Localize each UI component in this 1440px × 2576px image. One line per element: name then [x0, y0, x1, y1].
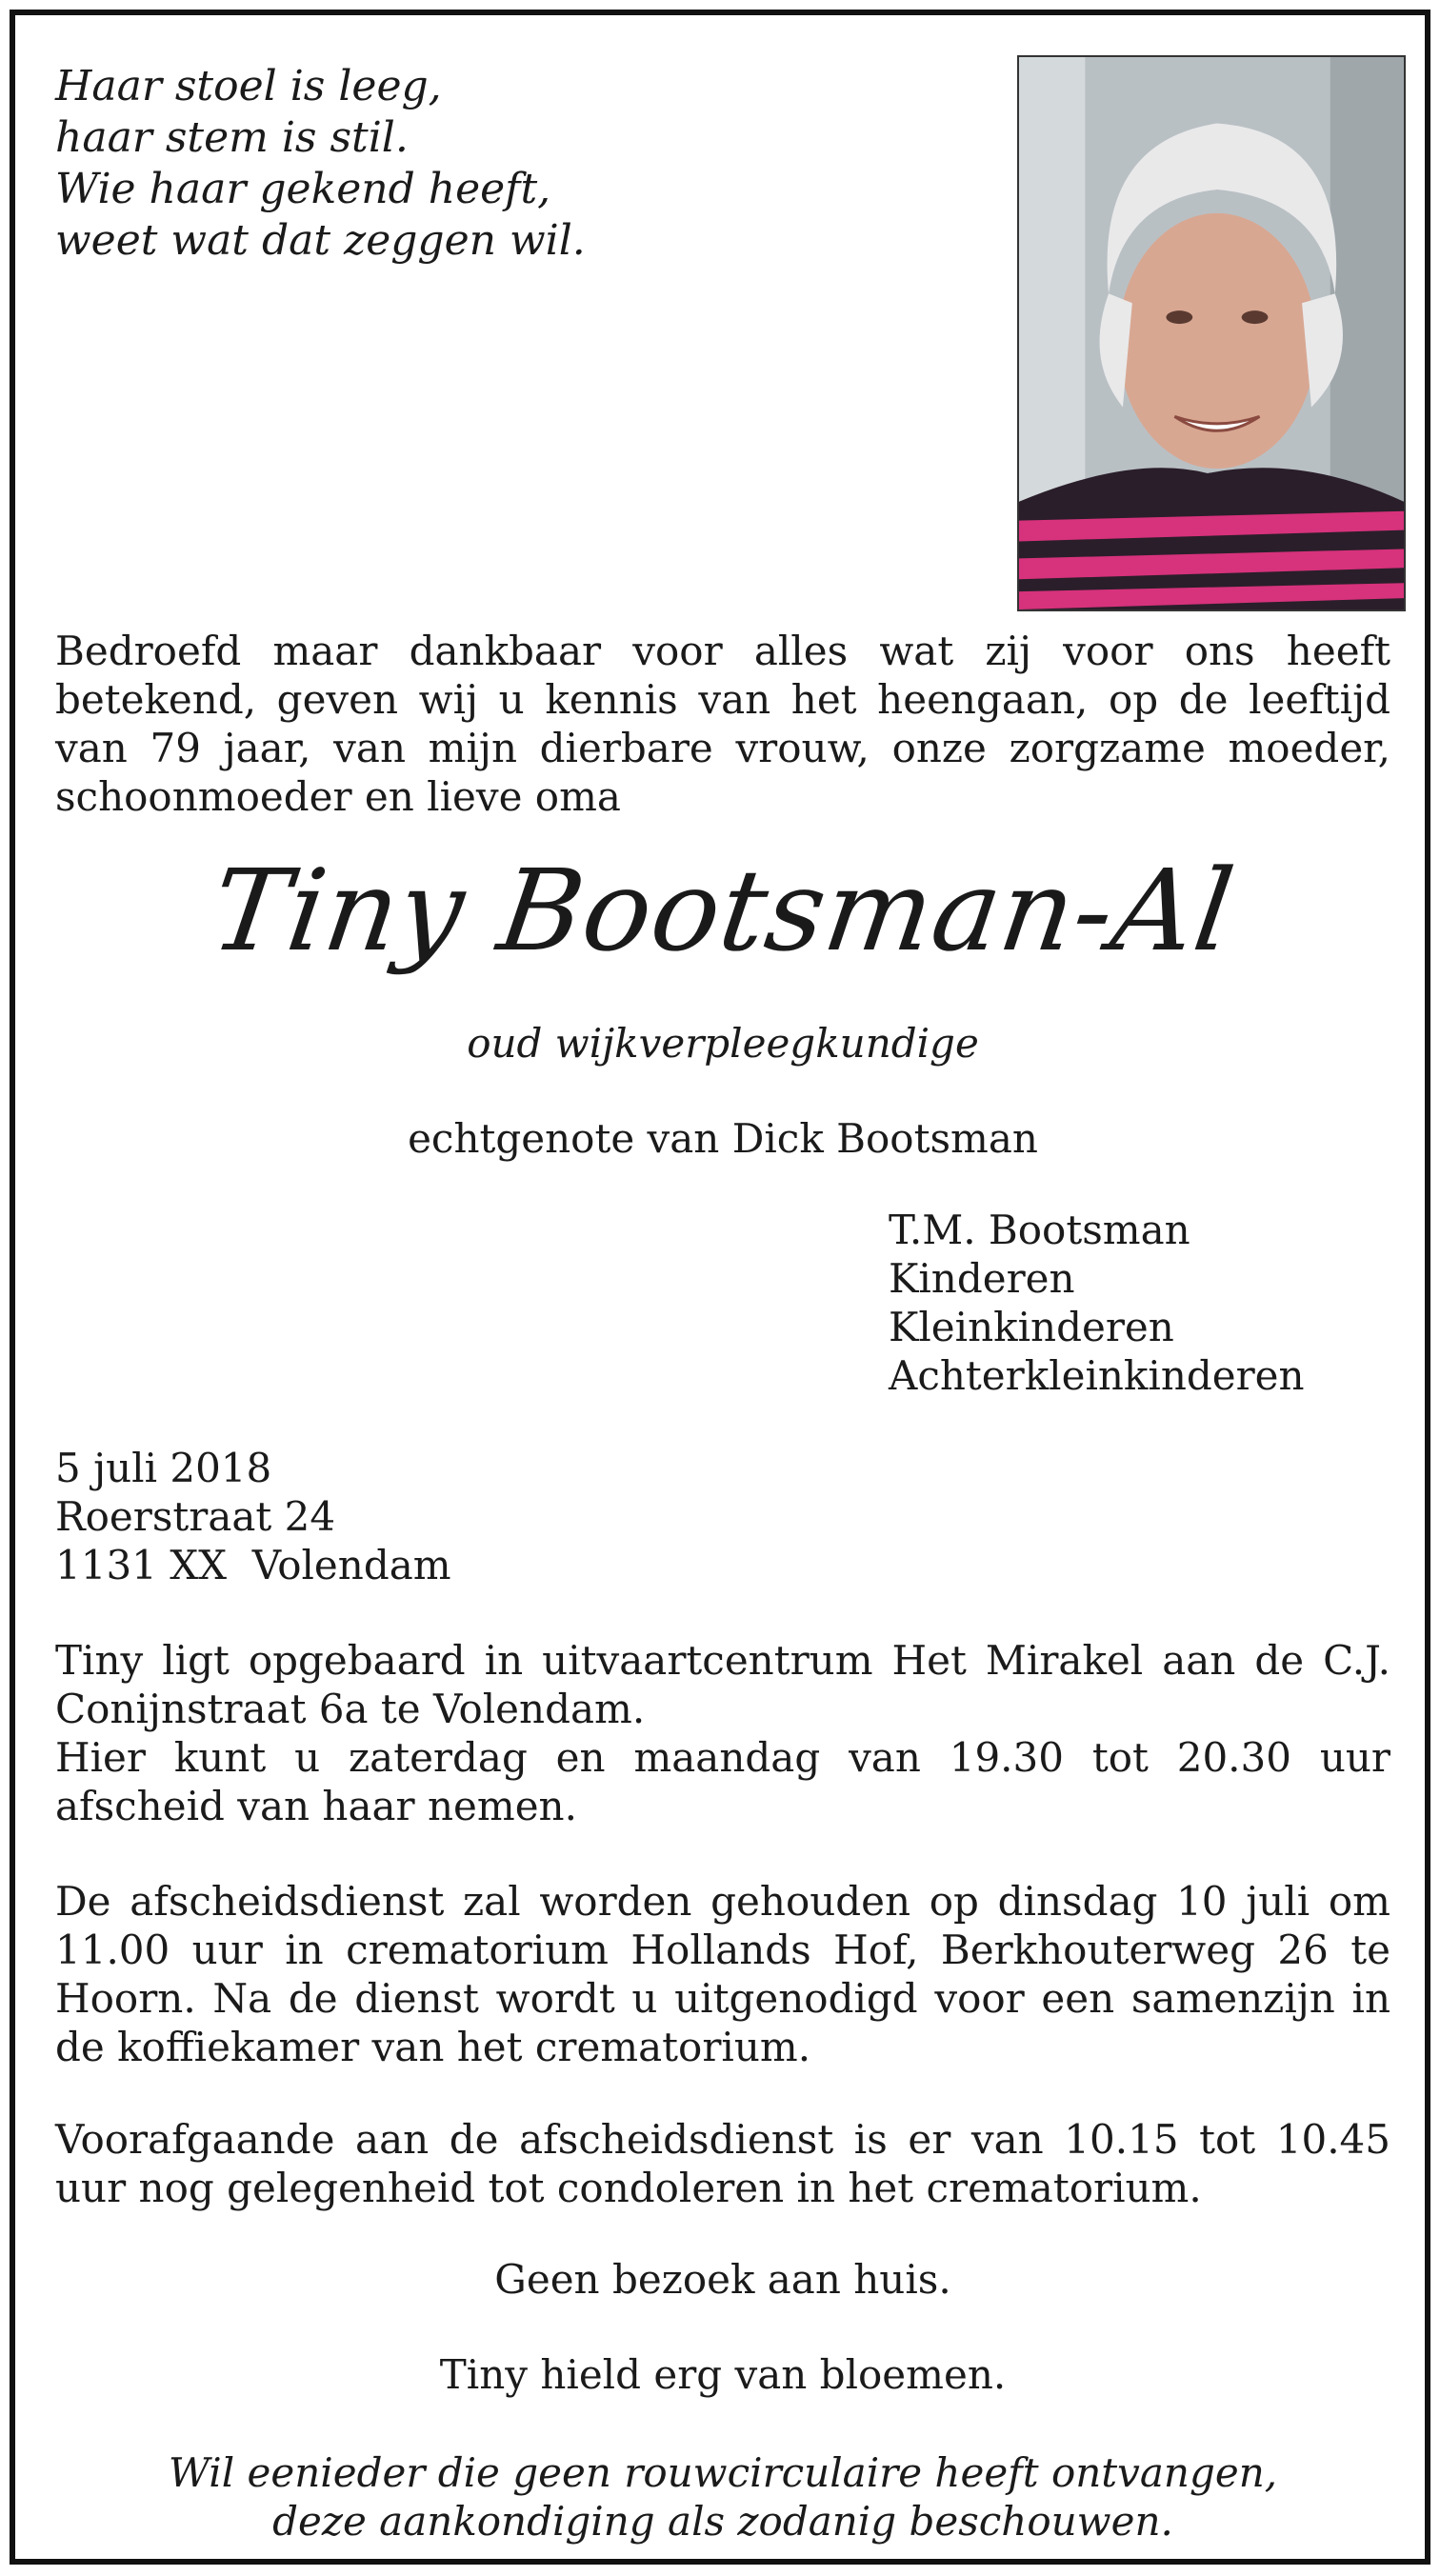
- address-block: [55, 1444, 451, 1589]
- viewing-paragraph: Tiny ligt opgebaard in uitvaartcentrum Het Mirakel aan de C.J. Conijnstraat 6a te Volendam.: [55, 1637, 1390, 1732]
- condolences-paragraph: Voorafgaande aan de afscheidsdienst is er van 10.15 tot 10.45 uur nog gelegenheid tot condoleren in het crematorium.: [55, 2116, 1390, 2211]
- service-paragraph: De afscheidsdienst zal worden gehouden op dinsdag 10 juli om 11.00 uur in crematorium Hollands Hof, Berkhouterweg 26 te Hoorn. Na de dienst wordt u uitgenodigd voor een samenzijn in de koffiekamer van het crematorium.: [55, 1878, 1390, 2070]
- no-visit-note: Geen bezoek aan huis.: [494, 2256, 951, 2303]
- closing-line: deze aankondiging als zodanig beschouwen.: [272, 2498, 1173, 2545]
- family-member: Achterkleinkinderen: [889, 1352, 1305, 1399]
- family-member: T.M. Bootsman: [889, 1207, 1190, 1253]
- portrait-image: [1019, 57, 1404, 609]
- poem-line: weet wat dat zeggen wil.: [55, 216, 586, 265]
- poem: [55, 61, 586, 267]
- family-member: Kinderen: [889, 1255, 1075, 1302]
- intro-paragraph: Bedroefd maar dankbaar voor alles wat zij voor ons heeft betekend, geven wij u kennis van het heengaan, op de leeftijd van 79 jaar, van mijn dierbare vrouw, onze zorgzame moeder, schoonmoeder en lieve oma: [55, 628, 1390, 820]
- closing-line: Wil eenieder die geen rouwcirculaire heeft ontvangen,: [168, 2449, 1278, 2496]
- obituary-card: [10, 10, 1430, 2565]
- family-member: Kleinkinderen: [889, 1304, 1174, 1350]
- deceased-name: Tiny Bootsman-Al: [204, 845, 1242, 976]
- poem-line: haar stem is stil.: [55, 113, 409, 162]
- family-list: [889, 1206, 1305, 1400]
- poem-line: Wie haar gekend heeft,: [55, 165, 551, 213]
- city-line: 1131 XX Volendam: [55, 1542, 451, 1588]
- viewing-times-paragraph: Hier kunt u zaterdag en maandag van 19.30 tot 20.30 uur afscheid van haar nemen.: [55, 1734, 1390, 1829]
- poem-line: Haar stoel is leeg,: [55, 62, 442, 110]
- closing-note: [55, 2448, 1390, 2546]
- date-line: 5 juli 2018: [55, 1445, 272, 1491]
- spouse-line: echtgenote van Dick Bootsman: [408, 1115, 1038, 1162]
- flowers-note: Tiny hield erg van bloemen.: [439, 2351, 1007, 2398]
- street-line: Roerstraat 24: [55, 1493, 336, 1540]
- portrait-photo: [1017, 55, 1406, 611]
- occupation: oud wijkverpleegkundige: [467, 1020, 979, 1067]
